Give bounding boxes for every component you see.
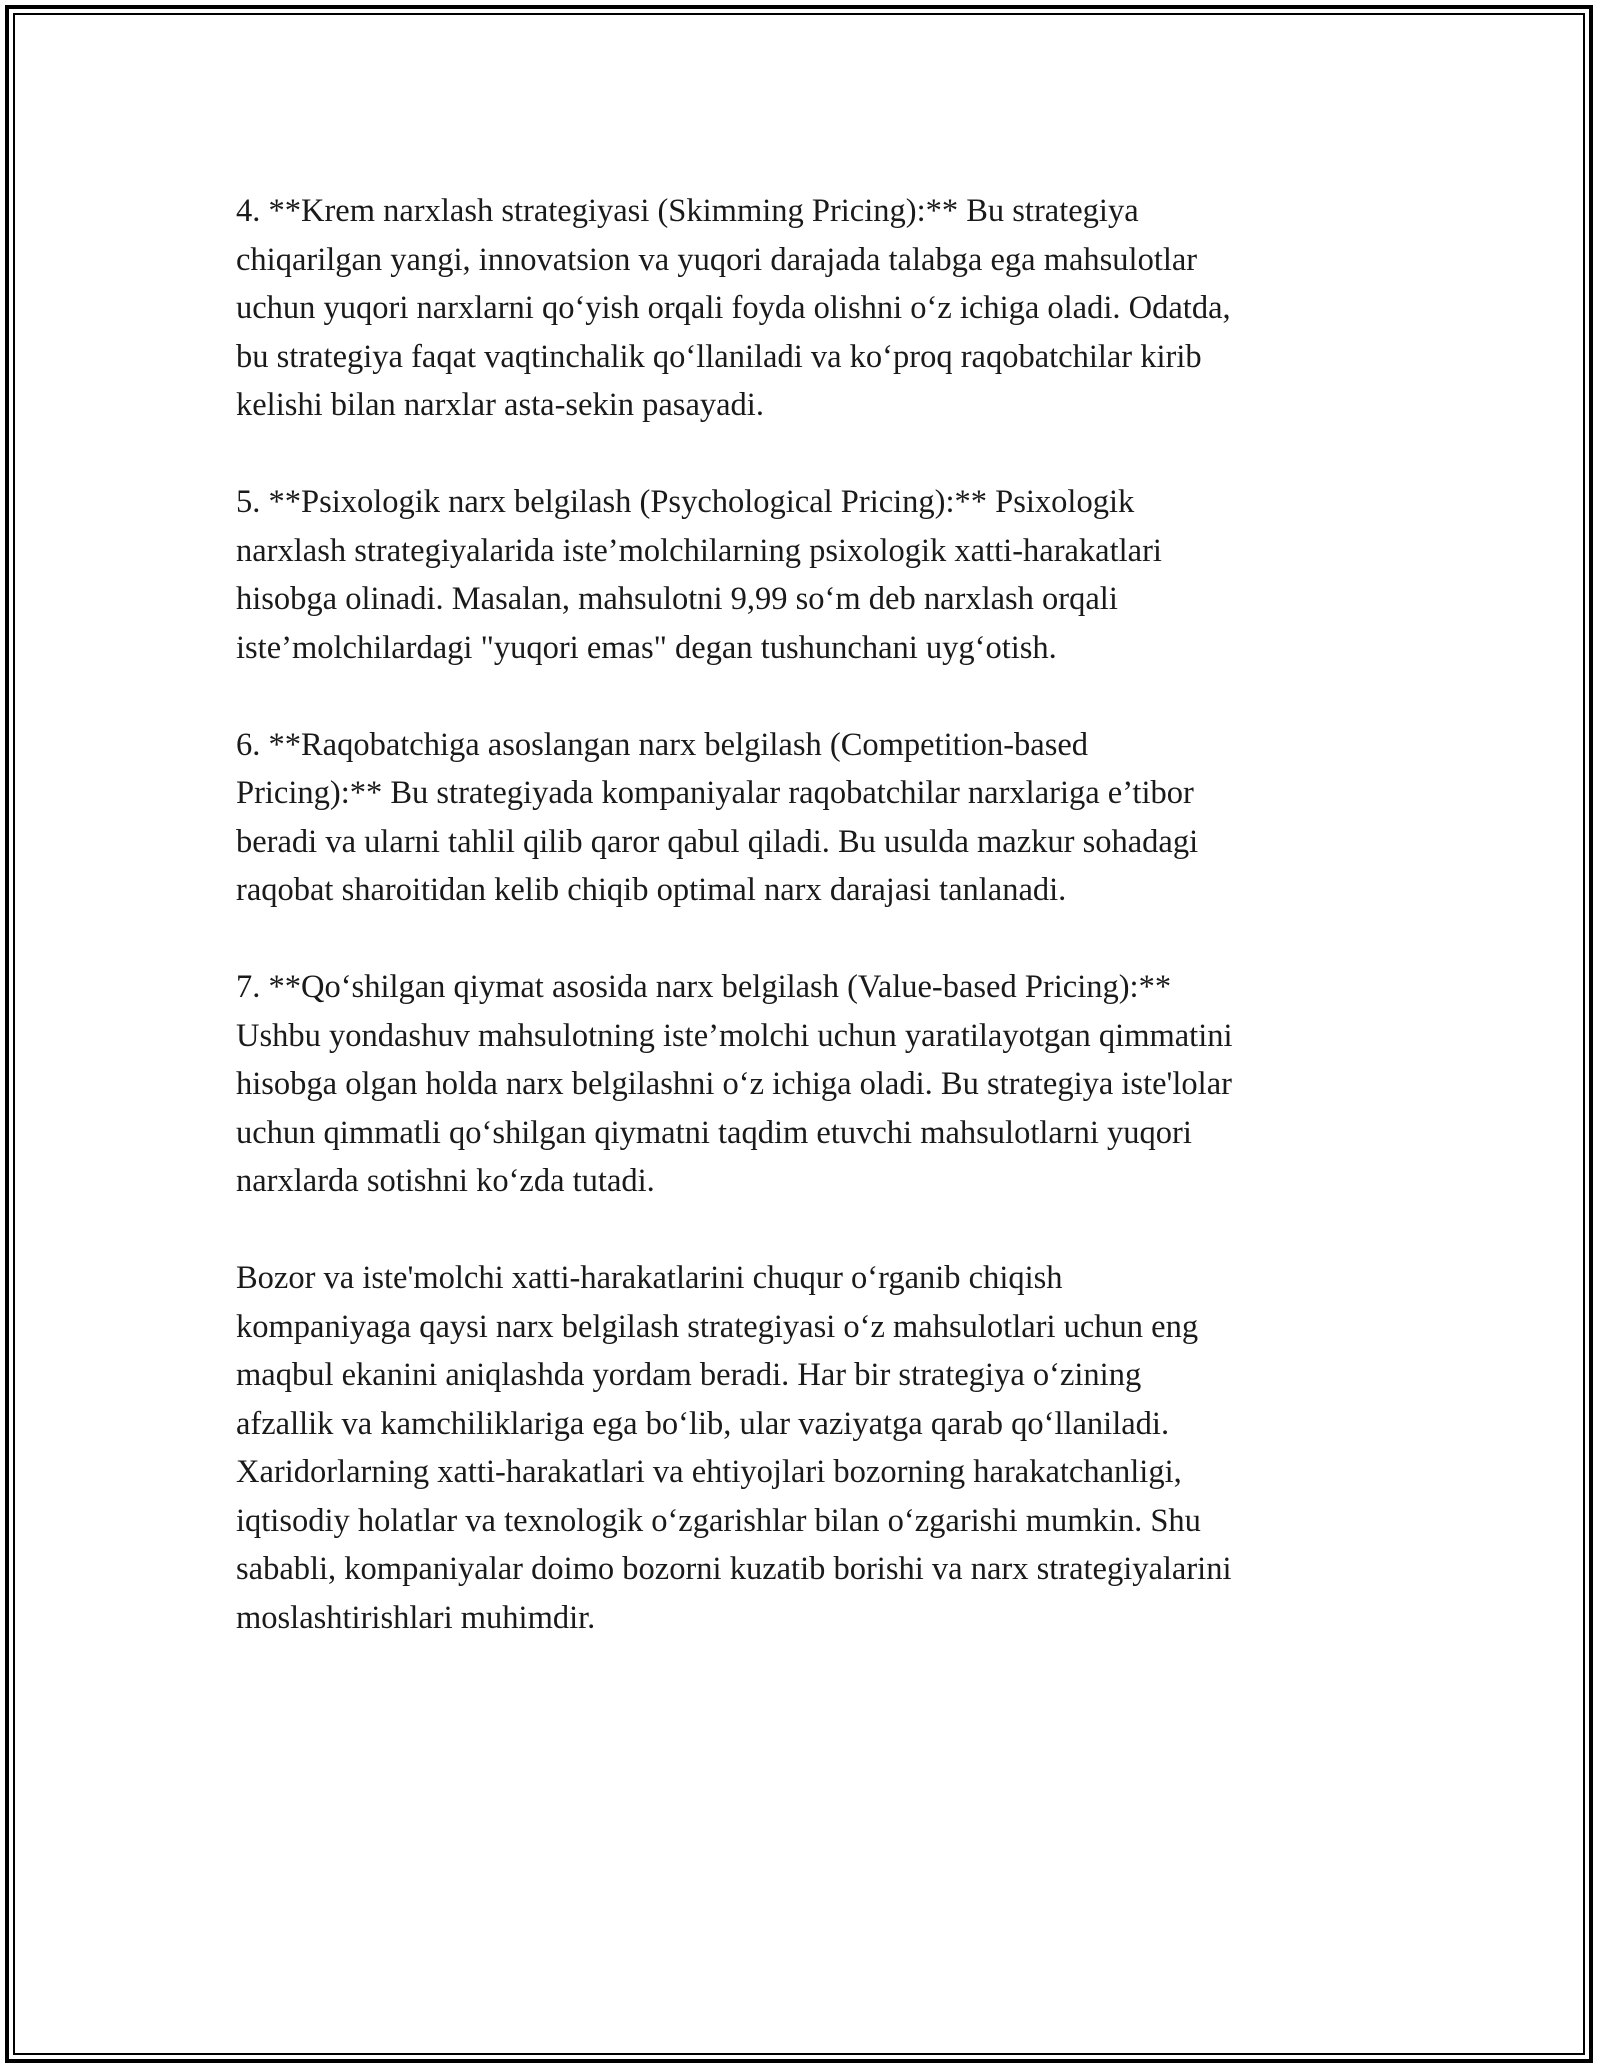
paragraph-value-based-pricing: 7. **Qo‘shilgan qiymat asosida narx belgilash (Value-based Pricing):** Ushbu yondashuv mahsulotning iste’molchi uchun yaratilayotgan qimmatini hisobga olgan holda narx belgilashni o‘z ichiga oladi. Bu strategiya iste'lolar uchun qimmatli qo‘shilgan qiymatni taqdim etuvchi mahsulotlarni yuqori narxlarda sotishni ko‘zda tutadi.	[236, 969, 1233, 1199]
paragraph-competition-based-pricing: 6. **Raqobatchiga asoslangan narx belgilash (Competition-based Pricing):** Bu strategiyada kompaniyalar raqobatchilar narxlariga e’tibor beradi va ularni tahlil qilib qaror qabul qiladi. Bu usulda mazkur sohadagi raqobat sharoitidan kelib chiqib optimal narx darajasi tanlanadi.	[236, 726, 1199, 908]
paragraph-psychological-pricing: 5. **Psixologik narx belgilash (Psychological Pricing):** Psixologik narxlash strategiyalarida iste’molchilarning psixologik xatti-harakatlari hisobga olinadi. Masalan, mahsulotni 9,99 so‘m deb narxlash orqali iste’molchilardagi "yuqori emas" degan tushunchani uyg‘otish.	[236, 484, 1162, 666]
document-body	[236, 187, 1376, 1691]
paragraph-skimming-pricing: 4. **Krem narxlash strategiyasi (Skimming Pricing):** Bu strategiya chiqarilgan yangi, innovatsion va yuqori darajada talabga ega mahsulotlar uchun yuqori narxlarni qo‘yish orqali foyda olishni o‘z ichiga oladi. Odatda, bu strategiya faqat vaqtinchalik qo‘llaniladi va ko‘proq raqobatchilar kirib kelishi bilan narxlar asta-sekin pasayadi.	[236, 193, 1231, 423]
paragraph-conclusion: Bozor va iste'molchi xatti-harakatlarini chuqur o‘rganib chiqish kompaniyaga qaysi narx belgilash strategiyasi o‘z mahsulotlari uchun eng maqbul ekanini aniqlashda yordam beradi. Har bir strategiya o‘zining afzallik va kamchiliklariga ega bo‘lib, ular vaziyatga qarab qo‘llaniladi. Xaridorlarning xatti-harakatlari va ehtiyojlari bozorning harakatchanligi, iqtisodiy holatlar va texnologik o‘zgarishlar bilan o‘zgarishi mumkin. Shu sababli, kompaniyalar doimo bozorni kuzatib borishi va narx strategiyalarini moslashtirishlari muhimdir.	[236, 1260, 1232, 1636]
